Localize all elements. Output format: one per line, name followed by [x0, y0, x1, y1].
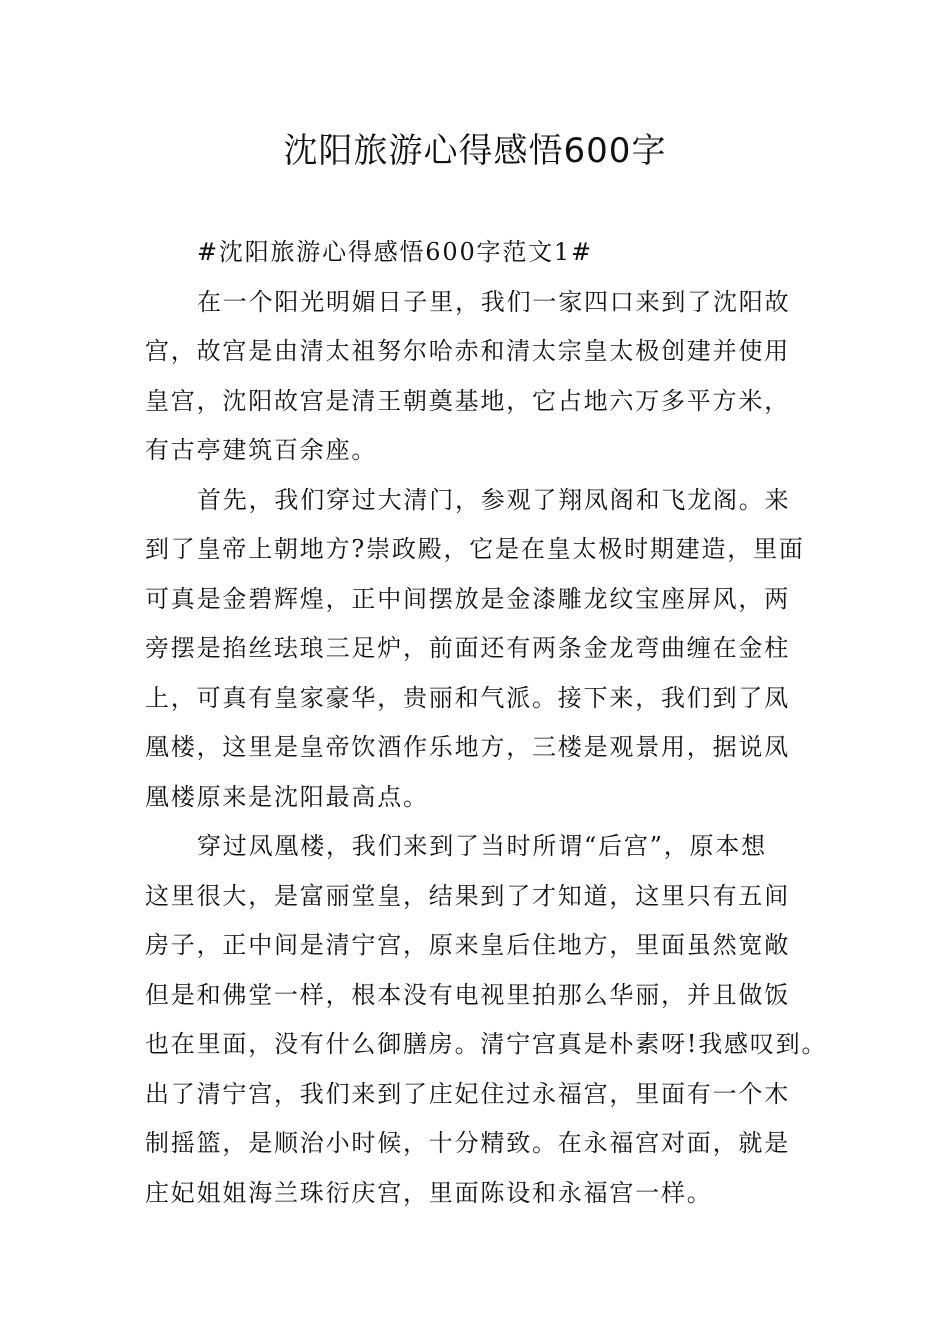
- text-line: 房子，正中间是清宁宫，原来皇后住地方，里面虽然宽敞: [145, 931, 790, 959]
- text-line: 皇宫，沈阳故宫是清王朝奠基地，它占地六万多平方米，: [145, 386, 790, 415]
- text-line: 穿过凤凰楼，我们来到了当时所谓“后宫”，原本想: [197, 832, 767, 860]
- document-body: [145, 228, 828, 1218]
- text-line: 也在里面，没有什么御膳房。清宁宫真是朴素呀!我感叹到。: [145, 1030, 828, 1058]
- text-line: 凰楼，这里是皇帝饮酒作乐地方，三楼是观景用，据说凤: [145, 733, 790, 761]
- text-line: 凰楼原来是沈阳最高点。: [145, 782, 429, 811]
- text-line: 在一个阳光明媚日子里，我们一家四口来到了沈阳故: [197, 287, 791, 316]
- text-line: #沈阳旅游心得感悟600字范文1#: [197, 238, 593, 266]
- body-paragraph: [145, 278, 817, 476]
- subheading-paragraph: [145, 228, 817, 278]
- text-line: 到了皇帝上朝地方?崇政殿，它是在皇太极时期建造，里面: [145, 535, 805, 563]
- body-paragraph: [145, 476, 817, 823]
- text-line: 出了清宁宫，我们来到了庄妃住过永福宫，里面有一个木: [145, 1079, 790, 1108]
- text-line: 旁摆是掐丝珐琅三足炉，前面还有两条金龙弯曲缠在金柱: [145, 634, 790, 662]
- text-line: 宫，故宫是由清太祖努尔哈赤和清太宗皇太极创建并使用: [145, 337, 790, 365]
- text-line: 这里很大，是富丽堂皇，结果到了才知道，这里只有五间: [145, 881, 790, 910]
- text-line: 但是和佛堂一样，根本没有电视里拍那么华丽，并且做饭: [145, 980, 790, 1009]
- text-line: 可真是金碧辉煌，正中间摆放是金漆雕龙纹宝座屏风，两: [145, 584, 790, 613]
- text-line: 庄妃姐姐海兰珠衍庆宫，里面陈设和永福宫一样。: [145, 1178, 713, 1207]
- text-line: 首先，我们穿过大清门，参观了翔凤阁和飞龙阁。来: [197, 485, 791, 514]
- text-line: 制摇篮，是顺治小时候，十分精致。在永福宫对面，就是: [145, 1129, 790, 1157]
- body-paragraph: [145, 822, 828, 1218]
- text-line: 有古亭建筑百余座。: [145, 436, 378, 464]
- text-line: 上，可真有皇家豪华，贵丽和气派。接下来，我们到了凤: [145, 683, 790, 712]
- document-title: 沈阳旅游心得感悟600字: [283, 131, 667, 171]
